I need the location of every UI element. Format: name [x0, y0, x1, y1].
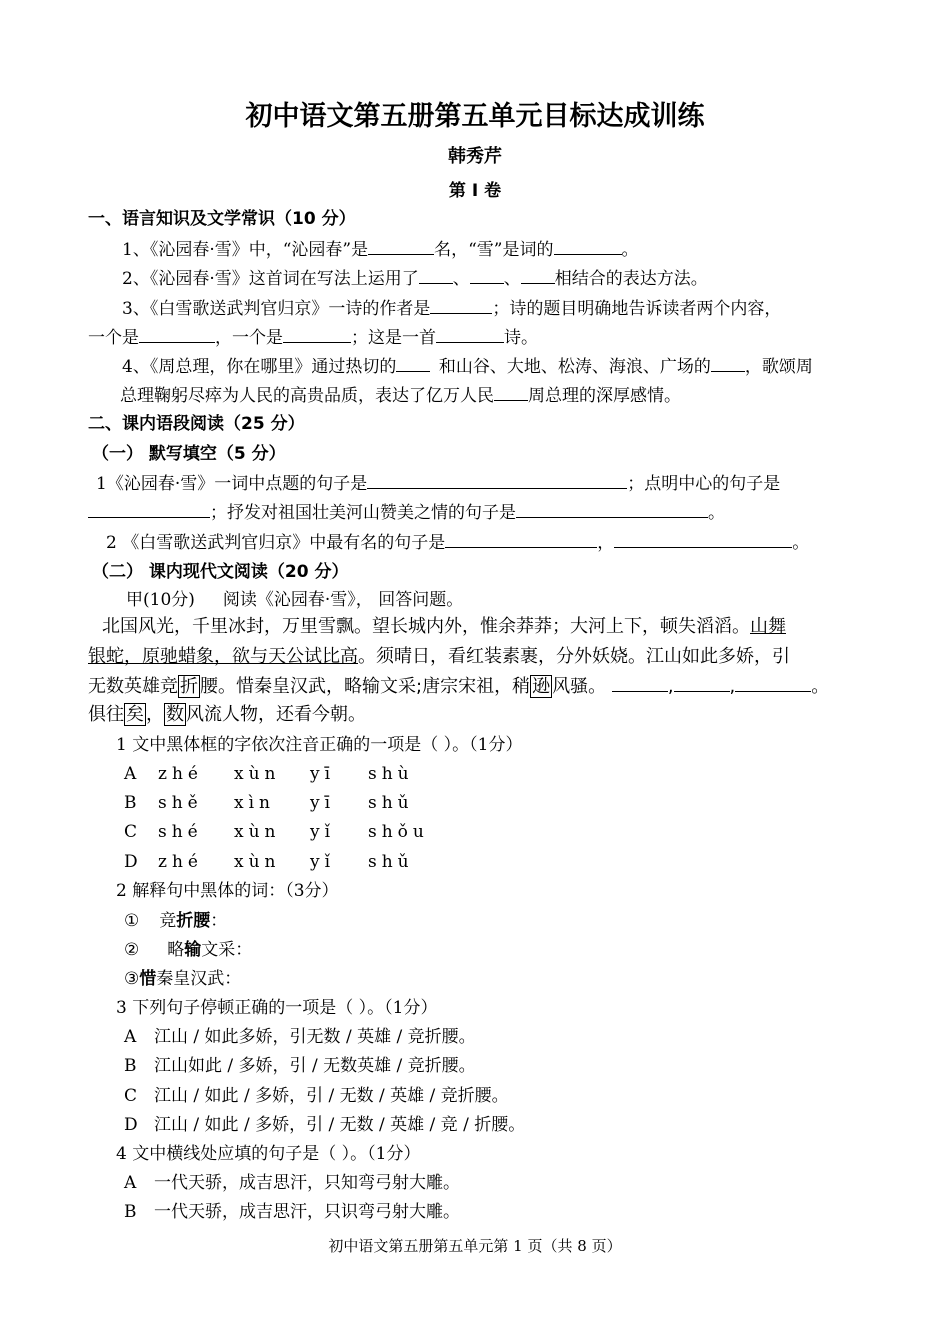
- passage-intro: 甲(10分) 阅读《沁园春·雪》， 回答问题。: [126, 590, 464, 610]
- blank[interactable]: [521, 267, 555, 284]
- volume-label: 第 Ⅰ 卷: [448, 181, 502, 201]
- section2-heading: 二、课内语段阅读（25 分）: [88, 414, 305, 434]
- pause-option-d[interactable]: D 江山 / 如此 / 多娇，引 / 无数 / 英雄 / 竞 / 折腰。: [124, 1115, 526, 1135]
- passage-line-2: 银蛇，原驰蜡象，欲与天公试比高。须晴日，看红装素裹，分外妖娆。江山如此多娇，引: [88, 646, 790, 667]
- explain-item-1[interactable]: ① 竞折腰：: [124, 911, 228, 931]
- blank[interactable]: [139, 326, 215, 343]
- answer-blank[interactable]: [674, 675, 730, 692]
- passage-line-3: 无数英雄竞 折 腰。惜秦皇汉武，略输文采;唐宗宋祖，稍 逊 风骚。 , , 。: [88, 676, 830, 697]
- blank[interactable]: [436, 326, 504, 343]
- blank[interactable]: [554, 238, 622, 255]
- blank[interactable]: [396, 355, 430, 372]
- p1-question-2: 2 《白雪歌送武判官归京》中最有名的句子是 ， 。: [106, 533, 810, 553]
- s1-question-1: 1、《沁园春·雪》中，“沁园春”是 名，“雪”是词的 。: [122, 240, 639, 260]
- p2-question-2-stem: 2 解释句中黑体的词：（3分）: [116, 881, 339, 901]
- blank[interactable]: [430, 297, 492, 314]
- author: 韩秀芹: [448, 146, 502, 167]
- page-footer: 初中语文第五册第五单元第 1 页（共 8 页）: [328, 1237, 622, 1255]
- page-title: 初中语文第五册第五单元目标达成训练: [245, 101, 705, 132]
- answer-blank[interactable]: [735, 675, 811, 692]
- blank[interactable]: [494, 384, 528, 401]
- passage-line-1: 北国风光，千里冰封，万里雪飘。望长城内外，惟余莽莽；大河上下，顿失滔滔。山舞: [102, 616, 786, 637]
- p1-question-1-cont: ；抒发对祖国壮美河山赞美之情的句子是 。: [88, 501, 725, 524]
- pause-option-a[interactable]: A 江山 / 如此多娇，引无数 / 英雄 / 竞折腰。: [124, 1027, 476, 1047]
- fill-option-b[interactable]: B 一代天骄，成吉思汗，只识弯弓射大雕。: [124, 1202, 460, 1222]
- explain-item-3[interactable]: ③惜秦皇汉武：: [124, 969, 242, 989]
- part1-heading: （一） 默写填空（5 分）: [92, 444, 286, 464]
- p1-question-1: 1《沁园春·雪》一词中点题的句子是 ；点明中心的句子是: [96, 474, 781, 494]
- s1-question-3-cont: 一个是 ，一个是 ；这是一首 诗。: [88, 328, 538, 348]
- blank[interactable]: [445, 531, 597, 548]
- boxed-char: 折: [180, 676, 198, 697]
- pinyin-option-c[interactable]: C shé xùn yǐ shǒu: [124, 822, 429, 842]
- s1-question-2: 2、《沁园春·雪》这首词在写法上运用了 、 、 相结合的表达方法。: [122, 269, 708, 289]
- s1-question-3: 3、《白雪歌送武判官归京》一诗的作者是 ；诗的题目明确地告诉读者两个内容，: [122, 299, 782, 319]
- section1-heading: 一、语言知识及文学常识（10 分）: [88, 209, 356, 229]
- pinyin-option-b[interactable]: B shě xìn yī shǔ: [124, 793, 414, 813]
- passage-line-4: 俱往 矣 ， 数 风流人物，还看今朝。: [88, 704, 366, 725]
- blank[interactable]: [419, 267, 453, 284]
- explain-item-2[interactable]: ② 略输文采：: [124, 940, 253, 960]
- p2-question-1-stem: 1 文中黑体框的字依次注音正确的一项是（ ）。（1分）: [116, 735, 523, 755]
- pinyin-option-a[interactable]: A zhé xùn yī shù: [124, 764, 414, 784]
- pause-option-b[interactable]: B 江山如此 / 多娇，引 / 无数英雄 / 竞折腰。: [124, 1056, 476, 1076]
- blank[interactable]: [711, 355, 745, 372]
- blank[interactable]: [283, 326, 351, 343]
- boxed-char: 逊: [532, 676, 551, 697]
- fill-option-a[interactable]: A 一代天骄，成吉思汗，只知弯弓射大雕。: [124, 1173, 460, 1193]
- boxed-char: 数: [166, 704, 184, 725]
- p2-question-3-stem: 3 下列句子停顿正确的一项是（ ）。（1分）: [116, 998, 438, 1018]
- blank[interactable]: [614, 531, 792, 548]
- s1-question-4: 4、《周总理，你在哪里》通过热切的 和山谷、大地、松涛、海浪、广场的 ，歌颂周: [122, 357, 813, 377]
- blank[interactable]: [367, 472, 627, 489]
- blank[interactable]: [470, 267, 504, 284]
- p2-question-4-stem: 4 文中横线处应填的句子是（ ）。（1分）: [116, 1144, 421, 1164]
- boxed-char: 矣: [126, 704, 144, 725]
- answer-blank[interactable]: [612, 675, 668, 692]
- blank[interactable]: [516, 501, 708, 518]
- blank[interactable]: [368, 238, 434, 255]
- pause-option-c[interactable]: C 江山 / 如此 / 多娇，引 / 无数 / 英雄 / 竞折腰。: [124, 1086, 509, 1106]
- blank[interactable]: [88, 501, 210, 518]
- part2-heading: （二） 课内现代文阅读（20 分）: [92, 562, 349, 582]
- s1-question-4-cont: 总理鞠躬尽瘁为人民的高贵品质，表达了亿万人民 周总理的深厚感情。: [120, 386, 681, 406]
- pinyin-option-d[interactable]: D zhé xùn yǐ shǔ: [124, 852, 414, 872]
